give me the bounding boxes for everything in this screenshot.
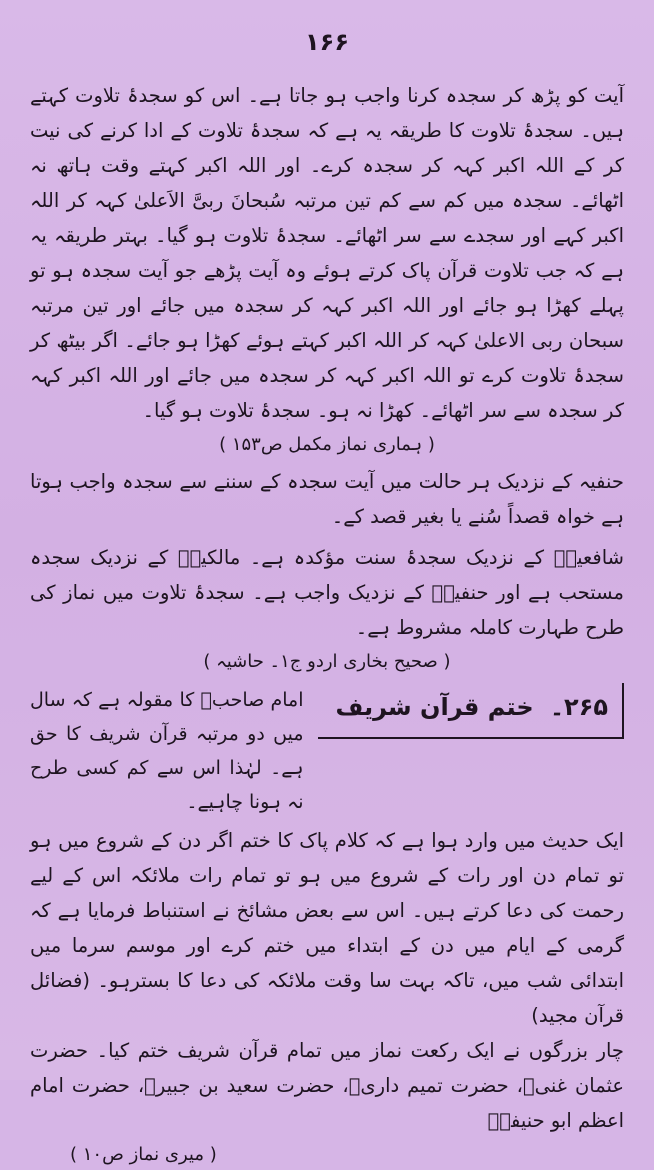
reference-meri-namaz: ( میری نماز ص۱۰ ) [70, 1144, 217, 1165]
paragraph-hadith-khatm: ایک حدیث میں وارد ہوا ہے کہ کلام پاک کا ختم اگر دن کے شروع میں ہو تو تمام دن اور رات کے شروع میں ہو تو تمام رات ملائکہ اس کے لیے رحمت کی دعا کرتے ہیں۔ اس سے بعض مشائخ نے استنباط فرمایا ہے کہ گرمی کے ایام میں دن کے ابتداء میں ختم کرے اور موسم سرما میں ابتدائی شب میں، تاکہ بہت سا وقت ملائکہ کی دعا کا بسترہو۔ (فضائل قرآن مجید) [30, 829, 624, 1027]
paragraph-sajda-tilawat: آیت کو پڑھ کر سجدہ کرنا واجب ہو جاتا ہے۔ اس کو سجدۂ تلاوت کہتے ہیں۔ سجدۂ تلاوت کا طریقہ یہ ہے کہ سجدۂ تلاوت کے ادا کرنے کی نیت کر کے اللہ اکبر کہہ کر سجدہ کرے۔ اور اللہ اکبر کہتے وقت ہاتھ نہ اٹھائے۔ سجدہ میں کم سے کم تین مرتبہ سُبحانَ ربیَّ الاَعلیٰ کہہ کر اللہ اکبر کہے اور سجدے سے سر اٹھائے۔ سجدۂ تلاوت ہو گیا۔ بہتر طریقہ یہ ہے کہ جب تلاوت قرآن پاک کرتے ہوئے وہ آیت پڑھے جو آیت سجدہ ہو تو پہلے کھڑا ہو جائے اور اللہ اکبر کہہ کر سجدہ میں جائے اور تین مرتبہ سبحان ربی الاعلیٰ کہہ کر اللہ اکبر کہتے ہوئے کھڑا ہو جائے۔ اگر بیٹھ کر سجدۂ تلاوت کرے تو اللہ اکبر کہہ کر سجدہ میں جائے اور اللہ اکبر کہہ کر سجدہ سے سر اٹھائے۔ کھڑا نہ ہو۔ سجدۂ تلاوت ہو گیا۔ [30, 84, 624, 422]
reference-bukhari: ( صحیح بخاری اردو ج۱۔ حاشیہ ) [203, 651, 451, 672]
section-title: ختم قرآن شریف [335, 693, 534, 721]
section-number: ۲۶۵۔ [549, 693, 608, 721]
section-heading-row [30, 683, 624, 819]
paragraph-shafiya: شافعیہؒ کے نزدیک سجدۂ سنت مؤکدہ ہے۔ مالکیہؒ کے نزدیک سجدہ مستحب ہے اور حنفیہؒ کے نزدیک واجب ہے۔ سجدۂ تلاوت میں نماز کی طرح طہارت کاملہ مشروط ہے۔ [30, 546, 624, 639]
paragraph-hanafiya: حنفیہ کے نزدیک ہر حالت میں آیت سجدہ کے سننے سے سجدہ واجب ہوتا ہے خواہ قصداً سُنے یا بغیر قصد کے۔ [30, 470, 624, 528]
reference-hamari-namaz: ( ہماری نماز مکمل ص۱۵۳ ) [219, 434, 435, 455]
page-number: ۱۶۶ [305, 28, 349, 56]
section-side-note: امام صاحبؒ کا مقولہ ہے کہ سال میں دو مرتبہ قرآن شریف کا حق ہے۔ لہٰذا اس سے کم کسی طرح نہ ہونا چاہیے۔ [30, 689, 304, 813]
paragraph-four-elders: چار بزرگوں نے ایک رکعت نماز میں تمام قرآن شریف ختم کیا۔ حضرت عثمان غنیؓ، حضرت تمیم داریؓ، حضرت سعید بن جبیرؓ، حضرت امام اعظم ابو حنیفہؒ [30, 1039, 624, 1132]
section-heading [318, 683, 624, 739]
